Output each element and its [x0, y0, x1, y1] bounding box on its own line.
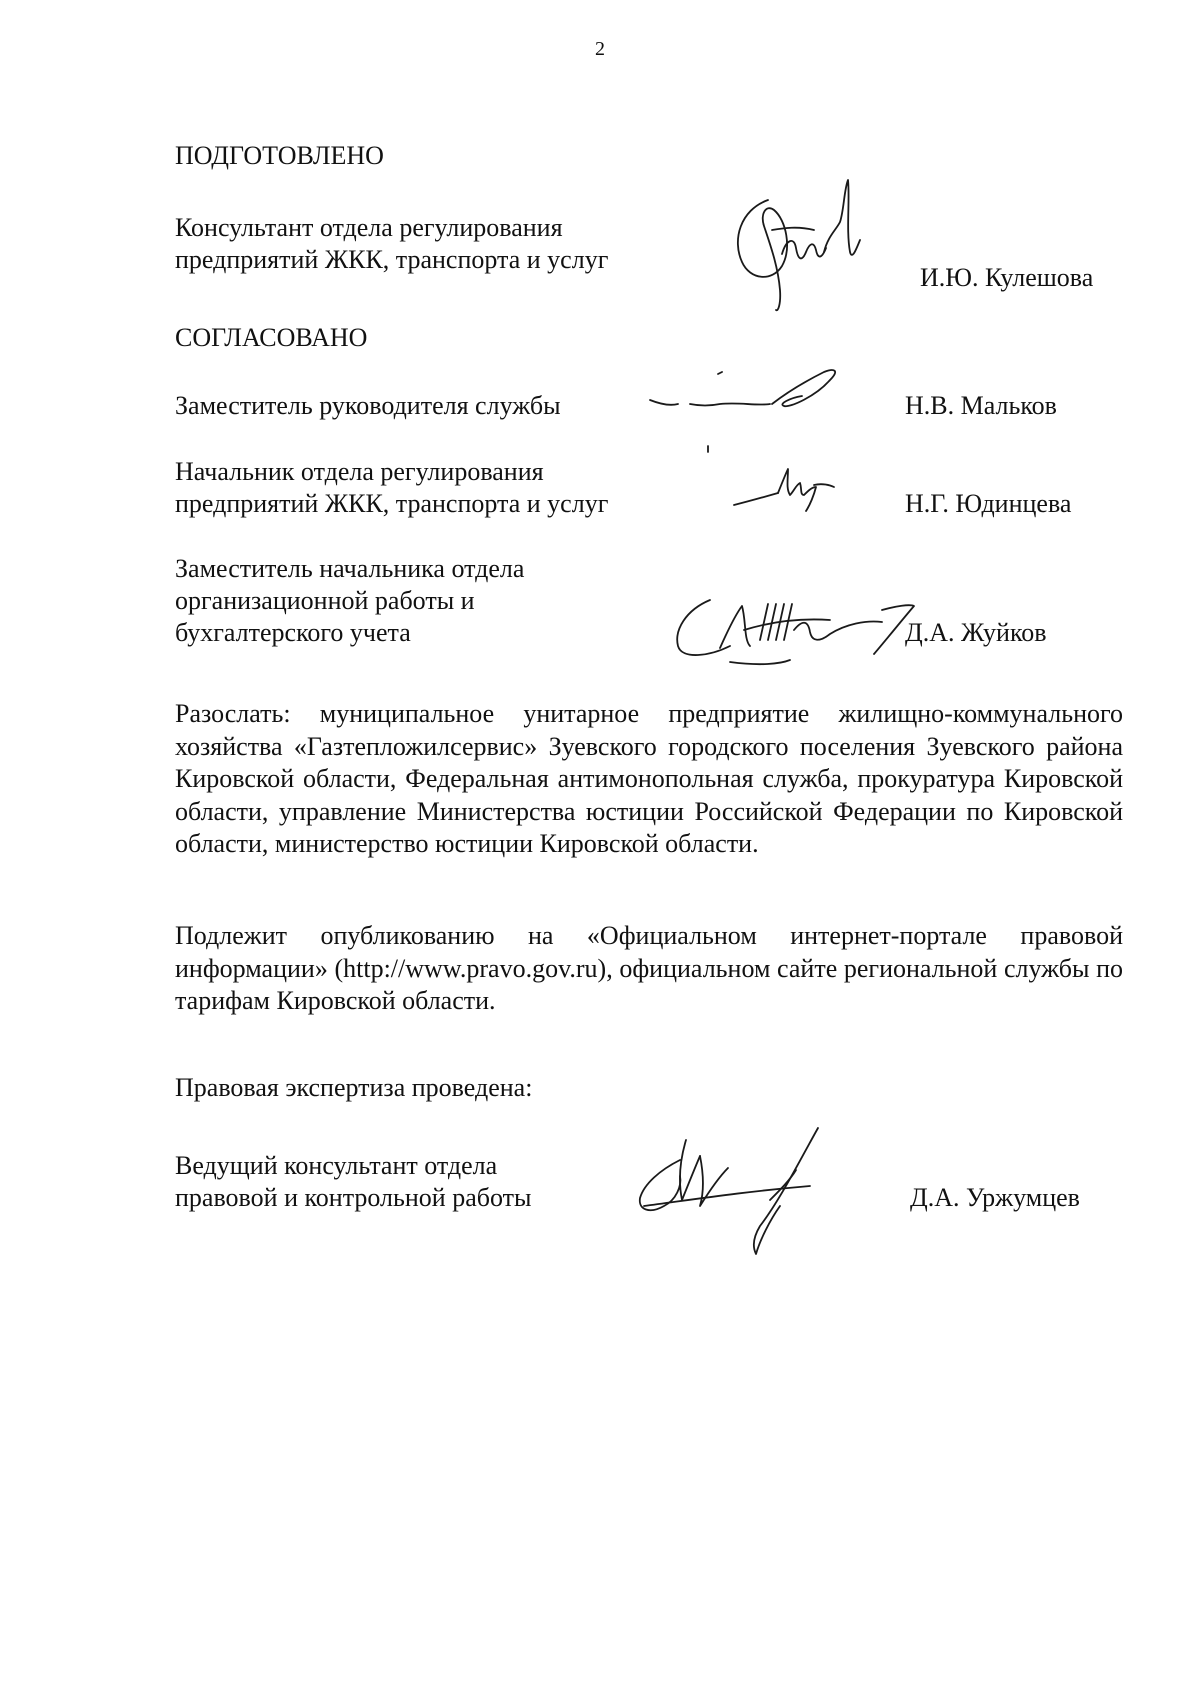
agreed-signer-3-name: Д.А. Жуйков	[905, 618, 1047, 647]
agreed-signer-2-position-line1: Начальник отдела регулирования	[175, 457, 544, 486]
prepared-position-line2: предприятий ЖКК, транспорта и услуг	[175, 245, 609, 274]
prepared-heading: ПОДГОТОВЛЕНО	[175, 141, 384, 170]
distribution-paragraph: Разослать: муниципальное унитарное предприятие жилищно-коммунального хозяйства «Газтепложилсервис» Зуевского городского поселения Зуевского района Кировской области, Федеральная антимонопольная служба, прокуратура Кировской области, управление Министерства юстиции Российской Федерации по Кировской области, министерство юстиции Кировской области.	[175, 699, 1123, 858]
signature-kuleshova	[720, 170, 870, 320]
legal-review-position-line1: Ведущий консультант отдела	[175, 1151, 498, 1180]
agreed-signer-3-position-line2: организационной работы и	[175, 586, 475, 615]
agreed-signer-1-position: Заместитель руководителя службы	[175, 391, 561, 420]
legal-review-position-line2: правовой и контрольной работы	[175, 1183, 532, 1212]
signature-malkov	[640, 360, 880, 460]
signature-yudintseva	[730, 465, 840, 515]
prepared-position-line1: Консультант отдела регулирования	[175, 213, 563, 242]
page-number: 2	[595, 38, 605, 60]
signature-zhuikov	[670, 590, 920, 670]
prepared-name: И.Ю. Кулешова	[920, 263, 1094, 292]
agreed-signer-3-position-line3: бухгалтерского учета	[175, 618, 411, 647]
agreed-heading: СОГЛАСОВАНО	[175, 323, 368, 352]
agreed-signer-2-name: Н.Г. Юдинцева	[905, 489, 1072, 518]
agreed-signer-1-name: Н.В. Мальков	[905, 391, 1057, 420]
legal-review-name: Д.А. Уржумцев	[910, 1183, 1080, 1212]
legal-review-heading: Правовая экспертиза проведена:	[175, 1073, 533, 1102]
agreed-signer-3-position-line1: Заместитель начальника отдела	[175, 554, 525, 583]
publication-paragraph: Подлежит опубликованию на «Официальном интернет-портале правовой информации» (http://www.pravo.gov.ru), официальном сайте региональной службы по тарифам Кировской области.	[175, 921, 1123, 1015]
agreed-signer-2-position-line2: предприятий ЖКК, транспорта и услуг	[175, 489, 609, 518]
signature-urzhumtsev	[620, 1120, 840, 1260]
